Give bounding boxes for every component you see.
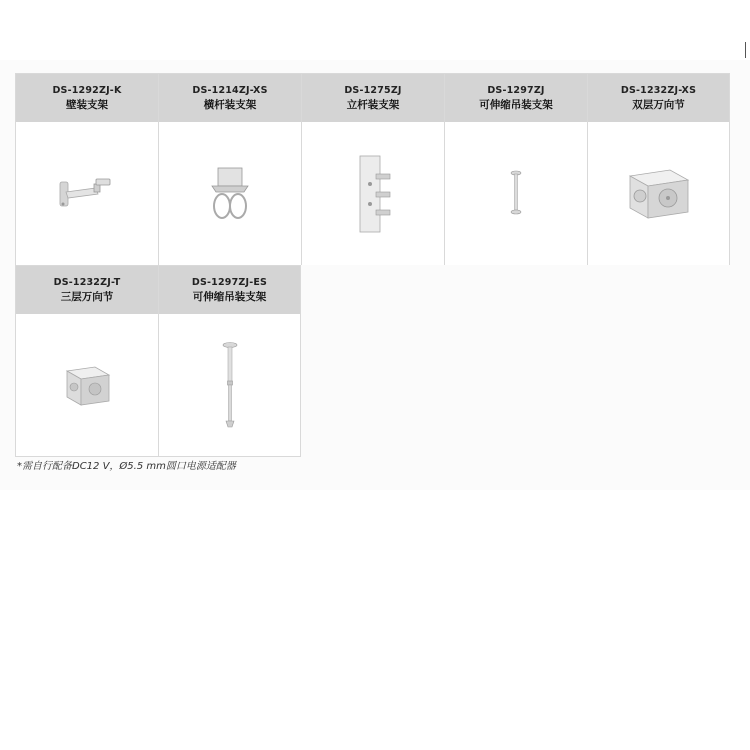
product-header <box>445 74 587 122</box>
product-cell-triple-gimbal <box>15 265 158 457</box>
product-model: DS-1275ZJ <box>344 85 402 96</box>
product-model: DS-1292ZJ-K <box>52 85 122 96</box>
product-model: DS-1214ZJ-XS <box>192 85 268 96</box>
product-name: 双层万向节 <box>632 99 685 111</box>
product-header <box>16 74 158 122</box>
product-model: DS-1297ZJ <box>487 85 545 96</box>
triple-layer-gimbal-icon <box>16 314 158 457</box>
telescopic-pendant-bracket-long-icon <box>159 314 300 457</box>
product-model: DS-1232ZJ-XS <box>620 85 697 96</box>
pole-mount-bracket-icon <box>159 122 301 265</box>
product-header <box>159 266 300 314</box>
product-model: DS-1297ZJ-ES <box>191 277 268 288</box>
vertical-pole-bracket-icon <box>302 122 444 265</box>
product-name: 可伸缩吊装支架 <box>479 99 553 111</box>
product-cell-telescopic-long <box>158 265 301 457</box>
power-adapter-note: *需自行配备DC12 V，Ø5.5 mm圆口电源适配器 <box>17 461 236 472</box>
double-layer-gimbal-icon <box>588 122 729 265</box>
wall-mount-bracket-icon <box>16 122 158 265</box>
product-header <box>16 266 158 314</box>
product-cell-pole-mount <box>158 73 301 265</box>
product-model: DS-1232ZJ-T <box>53 277 121 288</box>
edge-marker <box>745 42 746 58</box>
accessory-grid <box>15 73 731 457</box>
product-header <box>159 74 301 122</box>
product-cell-vertical-pole <box>301 73 444 265</box>
product-name: 壁装支架 <box>66 99 108 111</box>
product-header <box>588 74 729 122</box>
product-cell-wall-mount <box>15 73 158 265</box>
product-cell-double-gimbal <box>587 73 730 265</box>
product-name: 立杆装支架 <box>346 99 400 111</box>
product-cell-telescopic <box>444 73 587 265</box>
product-name: 三层万向节 <box>60 291 114 303</box>
telescopic-pendant-bracket-icon <box>445 122 587 265</box>
product-name: 横杆装支架 <box>203 99 257 111</box>
product-header <box>302 74 444 122</box>
product-name: 可伸缩吊装支架 <box>192 291 267 303</box>
